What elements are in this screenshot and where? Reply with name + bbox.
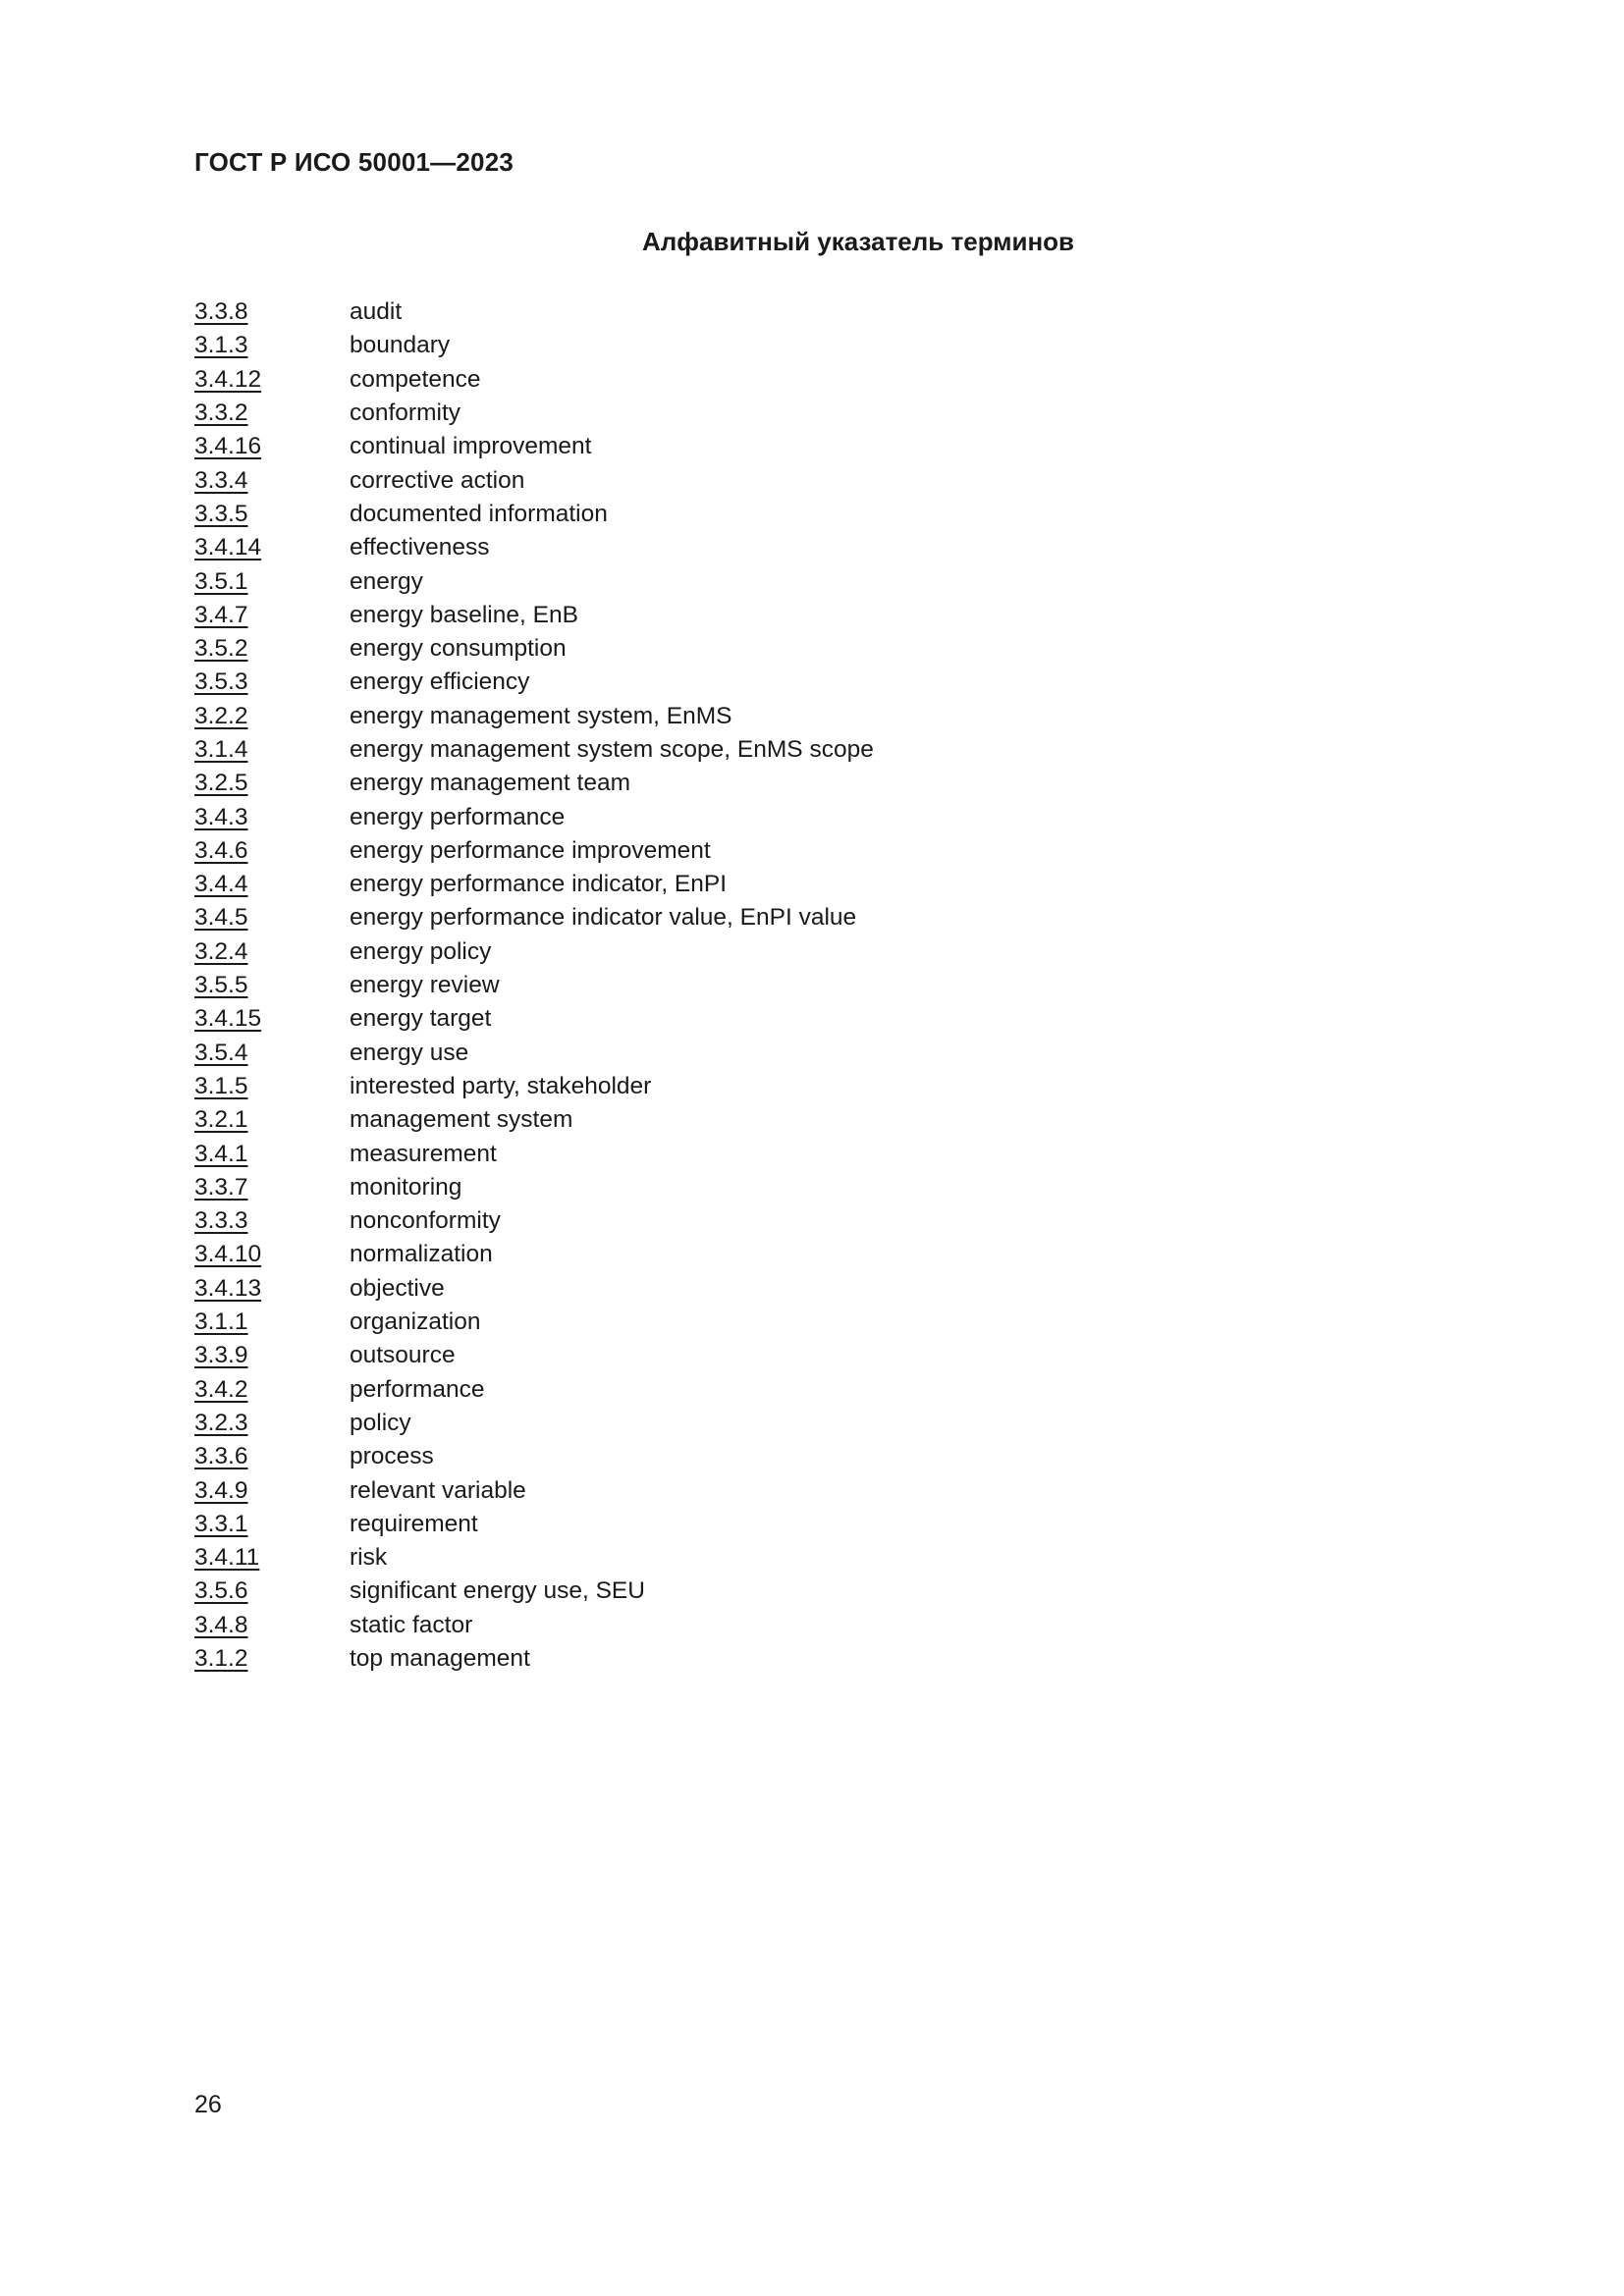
term-reference-link[interactable]: 3.4.4 <box>194 871 248 898</box>
index-entry <box>194 463 874 497</box>
term-name: top management <box>350 1645 530 1673</box>
index-entry <box>194 1103 874 1137</box>
index-entry <box>194 901 874 934</box>
term-reference-link[interactable]: 3.4.7 <box>194 601 248 628</box>
term-reference-link[interactable]: 3.3.6 <box>194 1443 248 1470</box>
index-title: Алфавитный указатель терминов <box>641 227 1075 256</box>
term-name: boundary <box>350 332 451 359</box>
term-reference-link[interactable]: 3.2.3 <box>194 1409 248 1436</box>
term-reference-link[interactable]: 3.3.4 <box>194 466 248 494</box>
index-entry <box>194 868 874 901</box>
term-name: energy management system scope, EnMS scope <box>350 736 874 763</box>
index-entry <box>194 767 874 800</box>
term-reference-link[interactable]: 3.4.8 <box>194 1611 248 1638</box>
term-name: energy performance indicator, EnPI <box>350 871 728 898</box>
index-entry <box>194 498 874 531</box>
term-reference-link[interactable]: 3.4.2 <box>194 1375 248 1403</box>
term-reference-link[interactable]: 3.5.4 <box>194 1039 248 1066</box>
index-entry <box>194 834 874 868</box>
term-name: organization <box>350 1308 481 1336</box>
index-entry <box>194 599 874 632</box>
term-name: continual improvement <box>350 433 592 460</box>
index-entry <box>194 969 874 1002</box>
term-name: static factor <box>350 1611 473 1638</box>
term-reference-link[interactable]: 3.1.4 <box>194 736 248 763</box>
index-entry <box>194 1541 874 1575</box>
term-name: monitoring <box>350 1173 462 1201</box>
term-reference-link[interactable]: 3.4.12 <box>194 365 262 393</box>
term-name: energy baseline, EnB <box>350 601 578 628</box>
term-name: energy performance <box>350 803 566 830</box>
term-index-list <box>194 295 874 1676</box>
index-entry <box>194 700 874 733</box>
term-name: relevant variable <box>350 1476 526 1504</box>
term-reference-link[interactable]: 3.2.2 <box>194 702 248 729</box>
term-reference-link[interactable]: 3.5.6 <box>194 1577 248 1605</box>
index-entry <box>194 1002 874 1036</box>
index-entry <box>194 531 874 564</box>
term-reference-link[interactable]: 3.1.5 <box>194 1072 248 1099</box>
term-reference-link[interactable]: 3.1.1 <box>194 1308 248 1336</box>
term-reference-link[interactable]: 3.4.9 <box>194 1476 248 1504</box>
term-name: policy <box>350 1409 411 1436</box>
term-reference-link[interactable]: 3.3.3 <box>194 1207 248 1235</box>
index-entry <box>194 363 874 397</box>
term-reference-link[interactable]: 3.4.16 <box>194 433 262 460</box>
index-entry <box>194 1407 874 1440</box>
term-reference-link[interactable]: 3.4.1 <box>194 1140 248 1167</box>
term-name: corrective action <box>350 466 525 494</box>
index-entry <box>194 1306 874 1339</box>
term-reference-link[interactable]: 3.3.8 <box>194 298 248 326</box>
term-reference-link[interactable]: 3.4.6 <box>194 836 248 864</box>
term-name: competence <box>350 365 481 393</box>
document-code-header: ГОСТ Р ИСО 50001—2023 <box>194 147 514 177</box>
term-name: process <box>350 1443 434 1470</box>
term-name: normalization <box>350 1241 493 1268</box>
page-number: 26 <box>194 2091 222 2118</box>
term-name: requirement <box>350 1510 478 1537</box>
index-entry <box>194 733 874 767</box>
index-entry <box>194 1070 874 1103</box>
term-name: documented information <box>350 500 608 527</box>
term-reference-link[interactable]: 3.5.1 <box>194 567 248 595</box>
term-name: objective <box>350 1274 445 1302</box>
index-entry <box>194 1440 874 1473</box>
term-name: significant energy use, SEU <box>350 1577 645 1605</box>
index-entry <box>194 666 874 699</box>
index-entry <box>194 1473 874 1507</box>
index-entry <box>194 1272 874 1306</box>
term-name: risk <box>350 1544 388 1572</box>
term-reference-link[interactable]: 3.4.3 <box>194 803 248 830</box>
term-reference-link[interactable]: 3.4.11 <box>194 1544 260 1572</box>
term-name: audit <box>350 298 403 326</box>
index-entry <box>194 1609 874 1642</box>
term-name: interested party, stakeholder <box>350 1072 652 1099</box>
term-name: management system <box>350 1106 573 1134</box>
index-entry <box>194 1171 874 1204</box>
term-name: energy policy <box>350 937 492 965</box>
index-entry <box>194 1137 874 1170</box>
term-name: outsource <box>350 1342 456 1369</box>
term-name: energy efficiency <box>350 668 530 696</box>
term-name: nonconformity <box>350 1207 501 1235</box>
index-entry <box>194 1575 874 1608</box>
term-reference-link[interactable]: 3.3.9 <box>194 1342 248 1369</box>
term-name: energy management system, EnMS <box>350 702 732 729</box>
term-reference-link[interactable]: 3.4.13 <box>194 1274 262 1302</box>
term-name: energy management team <box>350 770 630 797</box>
term-name: energy performance indicator value, EnPI value <box>350 904 857 932</box>
term-reference-link[interactable]: 3.5.5 <box>194 972 248 999</box>
index-entry <box>194 564 874 598</box>
index-entry <box>194 329 874 362</box>
index-entry <box>194 800 874 833</box>
term-reference-link[interactable]: 3.5.2 <box>194 635 248 663</box>
index-entry <box>194 1204 874 1238</box>
term-reference-link[interactable]: 3.3.7 <box>194 1173 248 1201</box>
term-name: conformity <box>350 400 461 427</box>
term-reference-link[interactable]: 3.2.4 <box>194 937 248 965</box>
index-entry <box>194 1642 874 1676</box>
index-entry <box>194 430 874 463</box>
term-reference-link[interactable]: 3.3.1 <box>194 1510 248 1537</box>
term-reference-link[interactable]: 3.1.2 <box>194 1645 248 1673</box>
index-entry <box>194 935 874 969</box>
term-reference-link[interactable]: 3.2.1 <box>194 1106 248 1134</box>
term-name: performance <box>350 1375 485 1403</box>
term-reference-link[interactable]: 3.2.5 <box>194 770 248 797</box>
term-name: measurement <box>350 1140 497 1167</box>
term-reference-link[interactable]: 3.4.5 <box>194 904 248 932</box>
term-reference-link[interactable]: 3.3.5 <box>194 500 248 527</box>
term-reference-link[interactable]: 3.4.14 <box>194 534 262 561</box>
index-entry <box>194 632 874 666</box>
index-entry <box>194 1339 874 1372</box>
index-entry <box>194 1373 874 1407</box>
term-name: energy performance improvement <box>350 836 711 864</box>
term-name: energy use <box>350 1039 469 1066</box>
index-entry <box>194 1037 874 1070</box>
term-name: energy review <box>350 972 500 999</box>
term-reference-link[interactable]: 3.1.3 <box>194 332 248 359</box>
term-name: energy consumption <box>350 635 567 663</box>
term-name: effectiveness <box>350 534 490 561</box>
term-name: energy target <box>350 1005 492 1033</box>
index-entry <box>194 1238 874 1271</box>
term-reference-link[interactable]: 3.3.2 <box>194 400 248 427</box>
term-reference-link[interactable]: 3.4.15 <box>194 1005 262 1033</box>
index-entry <box>194 397 874 430</box>
term-reference-link[interactable]: 3.4.10 <box>194 1241 262 1268</box>
term-reference-link[interactable]: 3.5.3 <box>194 668 248 696</box>
index-entry <box>194 1508 874 1541</box>
term-name: energy <box>350 567 423 595</box>
index-entry <box>194 295 874 329</box>
